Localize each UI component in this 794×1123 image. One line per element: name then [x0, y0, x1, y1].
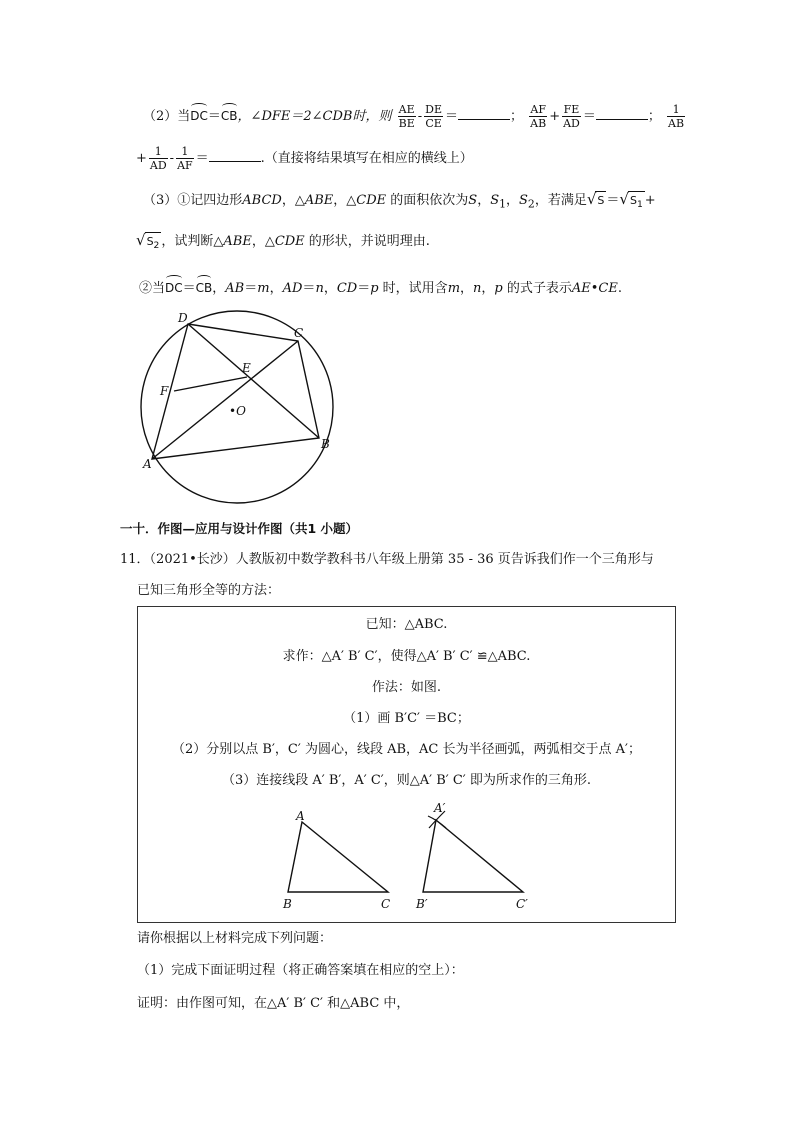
box-step1: （1）画 B′C′ ＝BC；: [343, 711, 470, 726]
sqrt-s: S: [595, 191, 606, 210]
label-c: C: [294, 326, 304, 340]
sqrt-s2: $S_2$: [145, 232, 162, 255]
diag-db: [188, 324, 319, 438]
section-title: 一十．作图—应用与设计作图（共1 小题）: [120, 521, 359, 536]
circle-quadrilateral-figure: [130, 305, 350, 510]
sqrt-s1: $S_1$: [628, 191, 645, 214]
box-step3: （3）连接线段 A′ B′，A′ C′，则△A′ B′ C′ 即为所求作的三角形.: [221, 773, 592, 788]
answer-blank-3[interactable]: [209, 149, 261, 162]
label-tri-b2: B′: [416, 897, 428, 911]
fraction-1-af: $\frac{1}{AF}$: [177, 145, 193, 172]
arc-dc: DC: [190, 104, 208, 125]
answer-blank-2[interactable]: [596, 107, 648, 120]
answer-blank-1[interactable]: [458, 107, 510, 120]
label-tri-c2: C′: [516, 897, 528, 911]
box-known: 已知：△ABC.: [365, 617, 448, 632]
label-a: A: [143, 457, 152, 471]
arc-dc-2: DC: [165, 276, 183, 297]
part2-line1: （2）当DC＝CB，∠DFE＝2∠CDB时，则 $\frac{AE}{BE}$ - $\frac{DE}{CE}$ ＝ ； $\frac{AF}{AB}$ + $\frac{FE}{AD}$ ＝ ； $\frac{1}{AB}$: [143, 103, 685, 130]
part3-line1: （3）①记四边形ABCD，△ABE，△CDE 的面积依次为S，$S_1$，$S_2$，若满足$√S =√S_1$ +: [143, 190, 656, 214]
box-step2: （2）分别以点 B′，C′ 为圆心，线段 AB，AC 长为半径画弧，两弧相交于点 A′；: [172, 742, 641, 757]
label-o: •O: [229, 404, 246, 418]
q11-line2: 已知三角形全等的方法：: [137, 583, 281, 598]
label-tri-c: C: [381, 897, 391, 911]
part2-line2: + $\frac{1}{AD}$ - $\frac{1}{AF}$ ＝ .（直接将结果填写在相应的横线上）: [136, 145, 473, 172]
label-d: D: [178, 311, 188, 325]
fraction-af-ab: $\frac{AF}{AB}$: [530, 103, 547, 130]
label-e: E: [242, 361, 251, 375]
box-method: 作法：如图.: [371, 680, 442, 695]
construction-box: [137, 606, 676, 923]
label-tri-a2: A′: [434, 802, 446, 815]
sub-question-1: （1）完成下面证明过程（将正确答案填在相应的空上）：: [137, 963, 464, 978]
label-tri-b: B: [283, 897, 292, 911]
box-find: 求作：△A′ B′ C′，使得△A′ B′ C′ ≌△ABC.: [282, 649, 531, 664]
fraction-1-ab: $\frac{1}{AB}$: [668, 103, 685, 130]
seg-fe: [174, 377, 247, 391]
fraction-1-ad: $\frac{1}{AD}$: [149, 145, 167, 172]
label-b: B: [321, 437, 330, 451]
label-tri-a: A: [296, 809, 305, 823]
instruction-line: 请你根据以上材料完成下列问题：: [137, 931, 333, 946]
arc-cb: CB: [221, 104, 238, 125]
proof-line: 证明：由作图可知，在△A′ B′ C′ 和△ABC 中，: [137, 996, 410, 1011]
fraction-de-ce: $\frac{DE}{CE}$: [425, 103, 442, 130]
triangle-abc: [288, 822, 388, 892]
arc-cb-2: CB: [196, 276, 213, 297]
label-f: F: [160, 384, 169, 398]
triangle-a2b2c2: [423, 820, 523, 892]
triangles-figure: [278, 802, 538, 917]
part3-line2: $√S_2$ ，试判断△ABE，△CDE 的形状，并说明理由.: [136, 231, 430, 255]
q11-line1: 11．（2021•长沙）人教版初中数学教科书八年级上册第 35 - 36 页告诉我们作一个三角形与: [120, 552, 654, 567]
fraction-ae-be: $\frac{AE}{BE}$: [398, 103, 415, 130]
fraction-fe-ad: $\frac{FE}{AD}$: [563, 103, 580, 130]
part3b-line: ②当DC＝CB，AB＝m，AD＝n，CD＝p 时，试用含m，n，p 的式子表示AE•CE.: [139, 276, 622, 298]
